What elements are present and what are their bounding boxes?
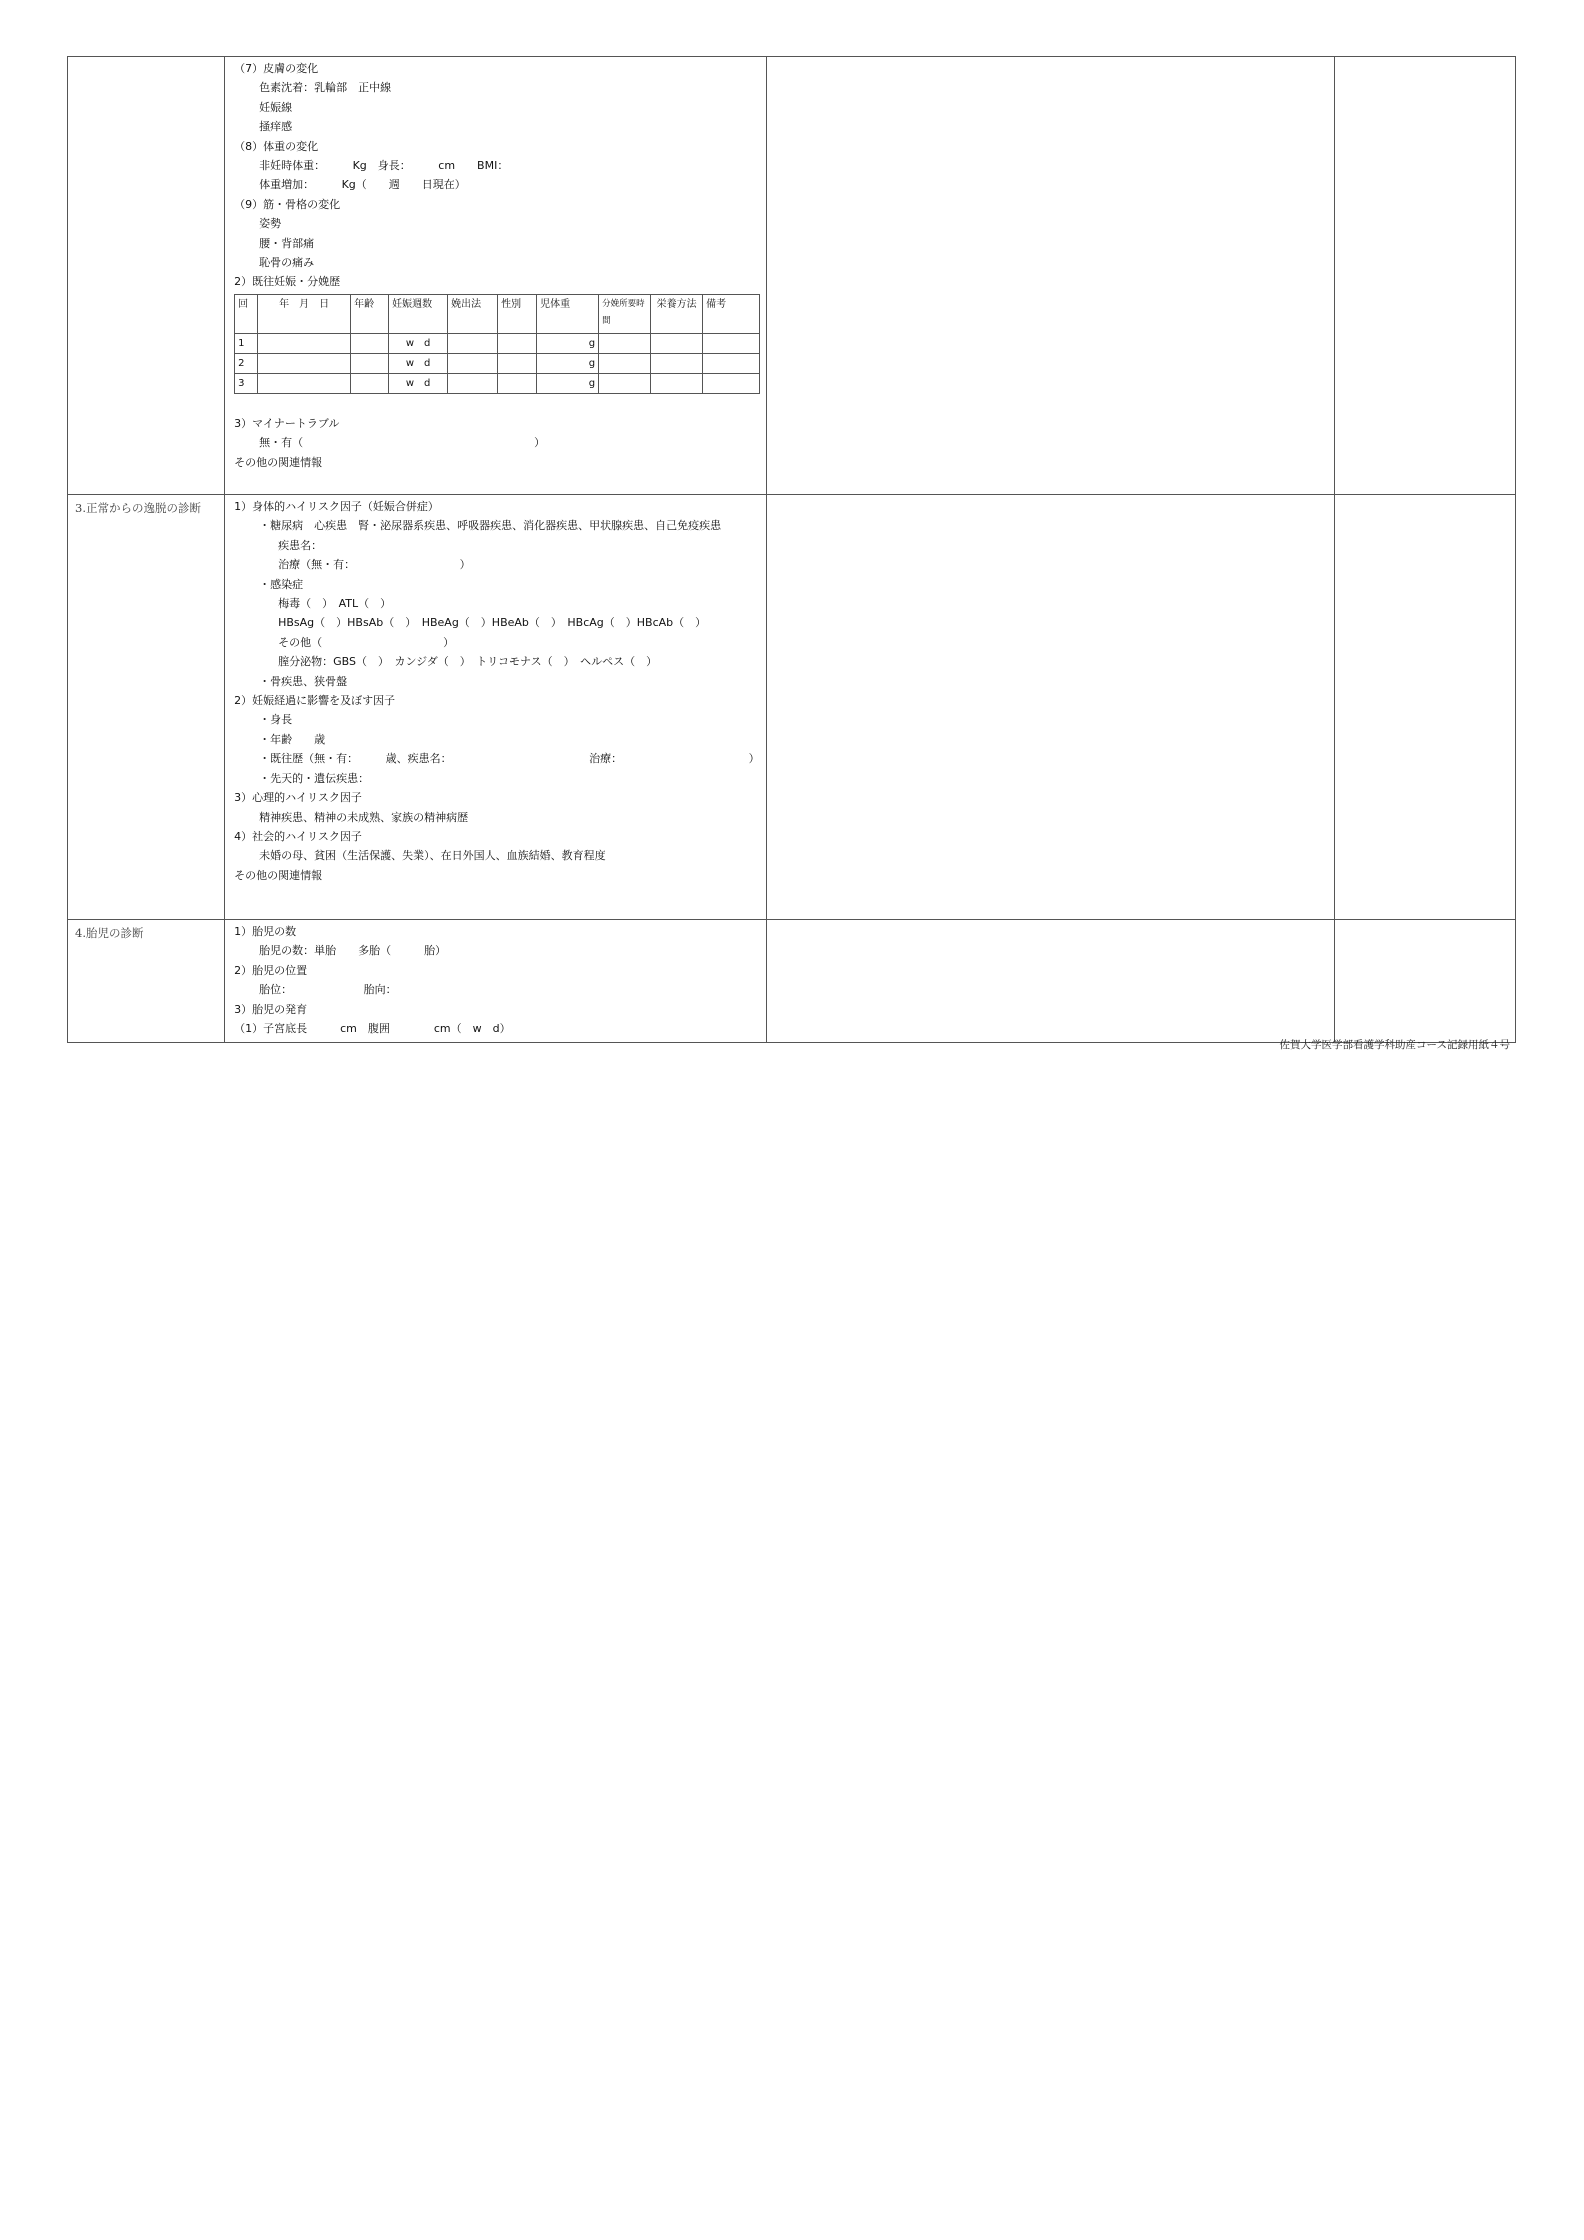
history-header-cell: 児体重 [537,294,599,333]
history-cell [258,333,351,353]
history-row [235,373,760,393]
history-cell [258,373,351,393]
history-row [235,353,760,373]
history-cell [498,353,537,373]
history-cell: w d [389,373,448,393]
empty-cell [767,495,1334,920]
history-cell [599,373,651,393]
history-header-cell: 年齢 [351,294,389,333]
form-text-line: 膣分泌物：GBS（ ） カンジダ（ ） トリコモナス（ ） ヘルペス（ ） [278,655,658,669]
form-text-line: 姿勢 [259,217,282,231]
form-text-line: 体重増加： Kg（ 週 日現在） [259,178,466,192]
form-text-line: 精神疾患、精神の未成熟、家族の精神病歴 [259,810,469,824]
form-text-line: 色素沈着：乳輪部 正中線 [259,81,392,95]
history-header-cell: 妊娠週数 [389,294,448,333]
history-cell [448,333,498,353]
history-header-cell: 回 [235,294,258,333]
line-group [234,497,766,885]
form-row-body-changes [68,57,1516,495]
history-cell: g [537,333,599,353]
history-cell: 1 [235,333,258,353]
form-text-line: 3）心理的ハイリスク因子 [234,791,362,805]
form-text-line: 4）社会的ハイリスク因子 [234,829,362,843]
history-cell [651,373,703,393]
history-cell: g [537,373,599,393]
form-text-line: （9）筋・骨格の変化 [234,197,341,211]
empty-cell [1334,57,1515,495]
history-cell [703,353,760,373]
history-cell [651,333,703,353]
form-text-line: ・身長 [259,713,293,727]
form-text-line: 疾患名： [278,538,323,552]
form-text-line: 非妊時体重： Kg 身長： cm BMI： [259,159,509,173]
history-cell [448,373,498,393]
history-cell: g [537,353,599,373]
history-cell: 3 [235,373,258,393]
form-text-line: 梅毒（ ） ATL（ ） [278,597,392,611]
line-group [234,59,766,292]
history-header-cell: 年 月 日 [258,294,351,333]
form-text-line: 妊娠線 [259,100,293,114]
form-text-line: ・骨疾患、狭骨盤 [259,674,348,688]
empty-cell [767,920,1334,1043]
empty-cell [1334,495,1515,920]
form-text-line: 3）胎児の発育 [234,1002,308,1016]
assessment-content-cell [225,57,767,495]
form-text-line: （1）子宮底長 cm 腹囲 cm（ w d） [234,1022,511,1036]
row-label-cell: 4.胎児の診断 [68,920,225,1043]
form-text-line: 3）マイナートラブル [234,416,340,430]
row-label-cell: 3.正常からの逸脱の診断 [68,495,225,920]
form-text-line: 2）既往妊娠・分娩歴 [234,275,341,289]
history-cell [258,353,351,373]
assessment-content-cell [225,495,767,920]
form-row-deviation-diagnosis [68,495,1516,920]
form-text-line: ・年齢 歳 [259,732,326,746]
line-group [234,922,766,1038]
form-text-line: HBsAg（ ）HBsAb（ ） HBeAg（ ）HBeAb（ ） HBcAg（ ）HBcAb（ ） [278,616,707,630]
history-cell [498,373,537,393]
history-cell [351,333,389,353]
assessment-content-cell [225,920,767,1043]
form-text-line: ・糖尿病 心疾患 腎・泌尿器系疾患、呼吸器疾患、消化器疾患、甲状腺疾患、自己免疫疾患 [259,519,722,533]
form-text-line: 掻痒感 [259,120,293,134]
empty-cell [1334,920,1515,1043]
form-text-line: ・感染症 [259,577,304,591]
history-cell: w d [389,333,448,353]
empty-cell [767,57,1334,495]
form-row-fetal-diagnosis [68,920,1516,1043]
form-footer: 佐賀大学医学部看護学科助産コース記録用紙４号 [1279,1039,1510,1051]
history-cell [448,353,498,373]
history-header-cell: 娩出法 [448,294,498,333]
form-text-line: （7）皮膚の変化 [234,62,319,75]
history-cell: 2 [235,353,258,373]
form-text-line: 1）身体的ハイリスク因子（妊娠合併症） [234,500,439,513]
history-cell: w d [389,353,448,373]
history-cell [351,353,389,373]
form-text-line: ・既往歴（無・有： 歳、疾患名： 治療： ） [259,752,760,766]
history-row [235,333,760,353]
history-header-row [235,294,760,333]
form-text-line: 治療（無・有： ） [278,558,471,572]
form-text-line: 胎位： 胎向： [259,983,397,997]
history-cell [599,333,651,353]
history-cell [703,333,760,353]
history-cell [651,353,703,373]
form-text-line: 1）胎児の数 [234,925,297,938]
form-text-line: その他の関連情報 [234,455,323,469]
form-text-line: 恥骨の痛み [259,256,315,270]
form-text-line: 無・有（ ） [259,436,546,450]
pregnancy-history-table [234,294,760,394]
form-text-line: （8）体重の変化 [234,139,319,153]
record-form-table [67,56,1516,1043]
history-cell [351,373,389,393]
line-group [234,414,766,472]
form-text-line: ・先天的・遺伝疾患： [259,771,370,785]
form-text-line: 未婚の母、貧困（生活保護、失業）、在日外国人、血族結婚、教育程度 [259,849,606,863]
form-text-line: 胎児の数：単胎 多胎（ 胎） [259,944,447,958]
history-header-cell: 栄養方法 [651,294,703,333]
history-header-cell: 性別 [498,294,537,333]
history-cell [498,333,537,353]
form-text-line: 2）胎児の位置 [234,963,308,977]
form-text-line: 腰・背部痛 [259,236,315,250]
history-cell [599,353,651,373]
history-cell [703,373,760,393]
history-header-cell: 分娩所要時間 [599,294,651,333]
form-text-line: その他（ ） [278,635,455,649]
history-header-cell: 備考 [703,294,760,333]
form-text-line: 2）妊娠経過に影響を及ぼす因子 [234,694,396,708]
row-label-cell [68,57,225,495]
form-text-line: その他の関連情報 [234,868,323,882]
